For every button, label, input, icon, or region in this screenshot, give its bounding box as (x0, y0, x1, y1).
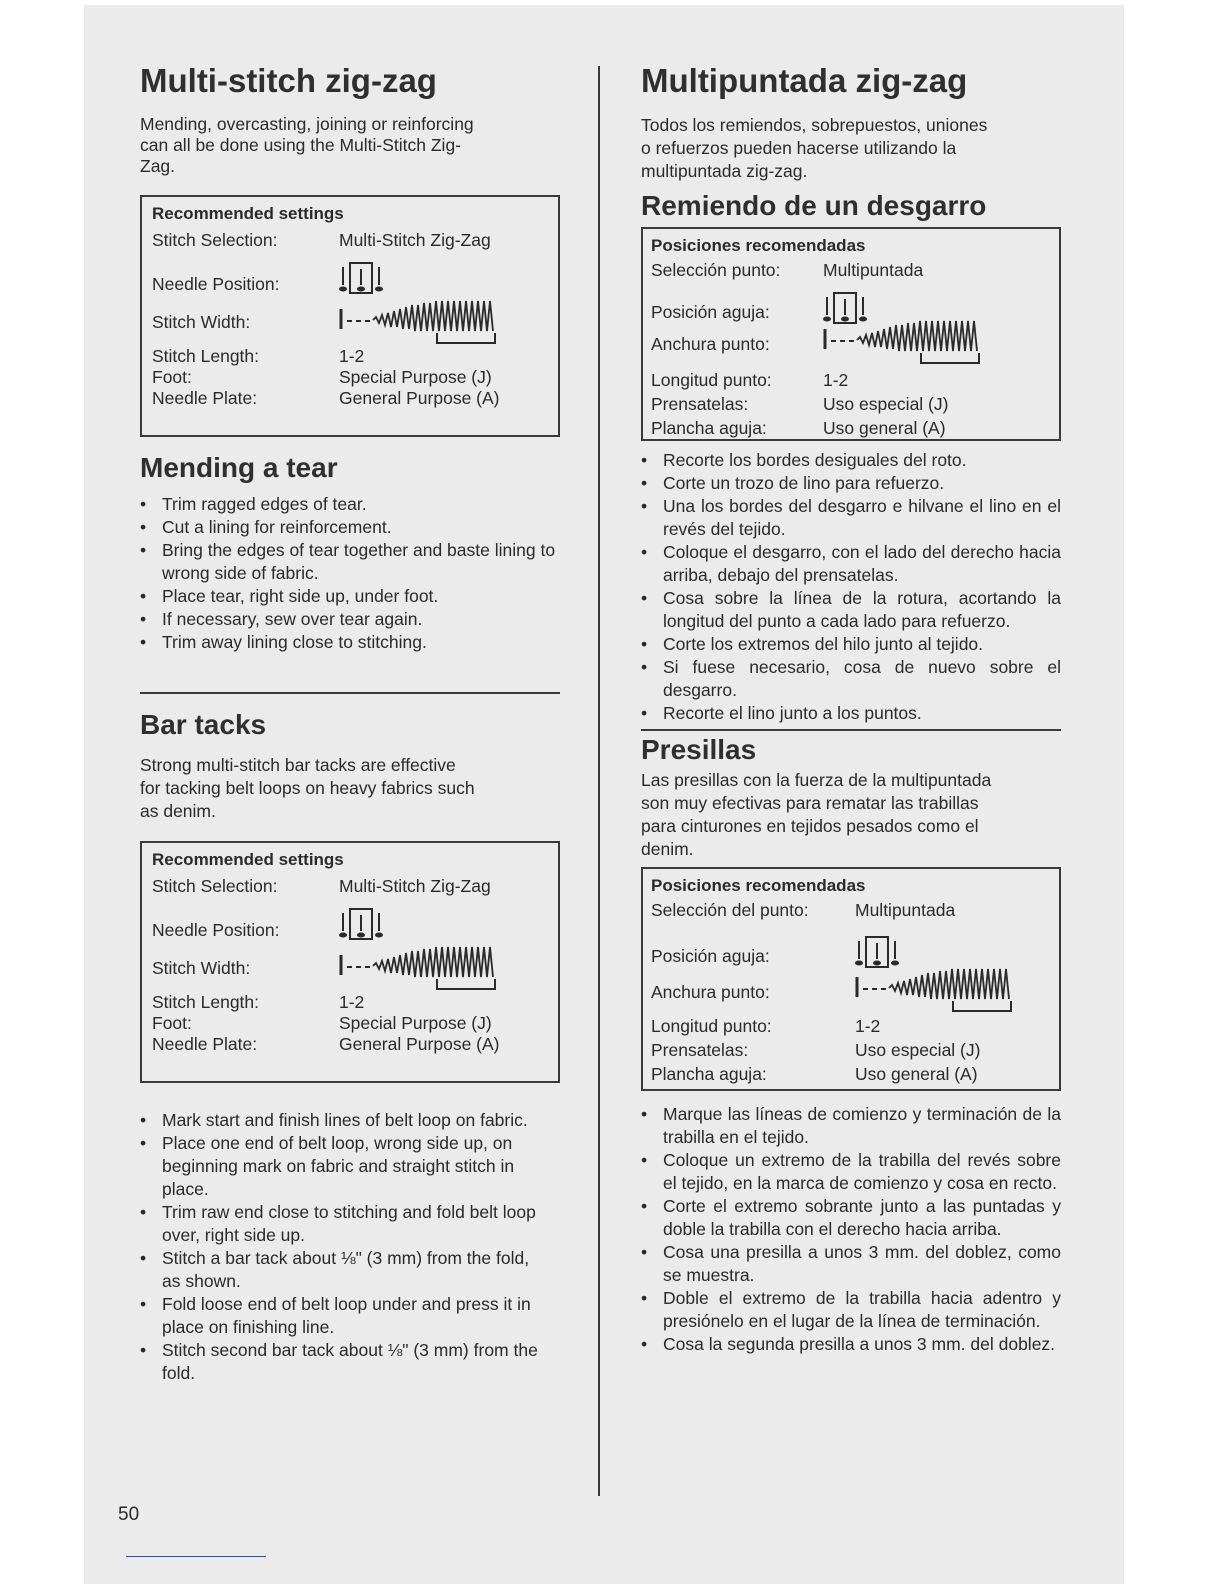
presillas-intro (641, 769, 1061, 861)
setting-value: General Purpose (A) (339, 1034, 500, 1054)
list-item: • Recorte los bordes desiguales del roto. (641, 449, 1061, 472)
setting-row-plancha (651, 415, 1051, 439)
setting-row-longitud (651, 365, 1051, 391)
setting-label: Plancha aguja: (651, 1064, 767, 1084)
list-item: • If necessary, sew over tear again. (140, 608, 560, 631)
setting-value: General Purpose (A) (339, 388, 500, 408)
recommended-settings-box (641, 227, 1061, 441)
setting-value: Multipuntada (823, 260, 924, 280)
setting-row-stitch-width (152, 295, 548, 345)
intro-text (641, 114, 1061, 183)
setting-label: Longitud punto: (651, 370, 772, 390)
list-item: • Trim away lining close to stitching. (140, 631, 560, 654)
setting-row-plancha (651, 1061, 1051, 1085)
list-item: • Coloque el desgarro, con el lado del derecho hacia arriba, debajo del prensatelas. (641, 541, 1061, 587)
list-item: • Corte los extremos del hilo junto al tejido. (641, 633, 1061, 656)
list-item: • Corte el extremo sobrante junto a las puntadas y doble la trabilla con el derecho hacia arriba. (641, 1195, 1061, 1241)
list-item: • Fold loose end of belt loop under and press it in place on finishing line. (140, 1293, 550, 1339)
heading-remiendo: Remiendo de un desgarro (641, 190, 987, 221)
intro-line: can all be done using the Multi-Stitch Zig- (140, 135, 461, 155)
settings-title: Posiciones recomendadas (651, 876, 866, 895)
setting-row-prensatelas (651, 391, 1051, 415)
list-item: • Coloque un extremo de la trabilla del revés sobre el tejido, en la marca de comienzo y cosa en recto. (641, 1149, 1061, 1195)
list-item: • Una los bordes del desgarro e hilvane el lino en el revés del tejido. (641, 495, 1061, 541)
recommended-settings-box (140, 841, 560, 1083)
setting-label: Prensatelas: (651, 394, 749, 414)
setting-value: Special Purpose (J) (339, 367, 492, 387)
recommended-settings-box (641, 867, 1061, 1091)
intro-line: for tacking belt loops on heavy fabrics such (140, 778, 475, 798)
list-item: • Marque las líneas de comienzo y terminación de la trabilla en el tejido. (641, 1103, 1061, 1149)
intro-line: Zag. (140, 156, 176, 176)
setting-row-needle-position (152, 897, 548, 941)
list-item: • Stitch second bar tack about ⅛" (3 mm) from the fold. (140, 1339, 550, 1385)
list-item: • Trim ragged edges of tear. (140, 493, 560, 516)
list-item: • Place tear, right side up, under foot. (140, 585, 560, 608)
settings-title: Posiciones recomendadas (651, 236, 866, 255)
setting-row-anchura (651, 325, 1051, 365)
intro-line: Strong multi-stitch bar tacks are effective (140, 755, 456, 775)
intro-line: para cinturones en tejidos pesados como el (641, 816, 979, 836)
setting-row-needle-position (152, 251, 548, 295)
stitch-width-icon (339, 299, 497, 345)
setting-row-anchura (651, 969, 1051, 1013)
needle-position-icon (339, 261, 385, 295)
setting-label: Stitch Width: (152, 312, 251, 332)
list-item: • Trim raw end close to stitching and fold belt loop over, right side up. (140, 1201, 550, 1247)
bartacks-intro (140, 754, 560, 823)
list-item: • Corte un trozo de lino para refuerzo. (641, 472, 1061, 495)
setting-label: Stitch Length: (152, 992, 260, 1012)
list-item: • Mark start and finish lines of belt loop on fabric. (140, 1109, 550, 1132)
needle-position-icon (855, 935, 901, 969)
setting-label: Stitch Length: (152, 346, 260, 366)
setting-value: Uso especial (J) (823, 394, 949, 414)
intro-line: Todos los remiendos, sobrepuestos, uniones (641, 115, 988, 135)
setting-value: Multi-Stitch Zig-Zag (339, 876, 491, 896)
heading-bar-tacks: Bar tacks (140, 709, 267, 740)
needle-position-icon (339, 907, 385, 941)
recommended-settings-box (140, 195, 560, 437)
setting-value: Multi-Stitch Zig-Zag (339, 230, 491, 250)
setting-label: Anchura punto: (651, 982, 770, 1002)
intro-line: Las presillas con la fuerza de la multipuntada (641, 770, 992, 790)
setting-label: Longitud punto: (651, 1016, 772, 1036)
list-item: • Bring the edges of tear together and baste lining to wrong side of fabric. (140, 539, 560, 585)
list-item: • Doble el extremo de la trabilla hacia adentro y presiónelo en el lugar de la línea de terminación. (641, 1287, 1061, 1333)
intro-line: son muy efectivas para rematar las trabillas (641, 793, 979, 813)
setting-label: Needle Plate: (152, 1034, 258, 1054)
setting-value: 1-2 (823, 370, 849, 390)
setting-row-stitch-selection (152, 871, 548, 897)
remiendo-steps-list (641, 449, 1061, 725)
settings-title: Recommended settings (152, 204, 344, 223)
setting-label: Needle Plate: (152, 388, 258, 408)
setting-row-stitch-length (152, 991, 548, 1013)
setting-value: 1-2 (855, 1016, 881, 1036)
page-number: 50 (118, 1504, 140, 1525)
setting-label: Posición aguja: (651, 946, 770, 966)
setting-row-needle-plate (152, 388, 548, 409)
intro-line: Mending, overcasting, joining or reinforcing (140, 114, 474, 134)
bartack-steps-list (140, 1109, 550, 1385)
list-item: • Si fuese necesario, cosa de nuevo sobre el desgarro. (641, 656, 1061, 702)
list-item: • Recorte el lino junto a los puntos. (641, 702, 1061, 725)
setting-label: Stitch Selection: (152, 230, 278, 250)
setting-row-foot (152, 1013, 548, 1034)
list-item: • Stitch a bar tack about ⅛" (3 mm) from the fold, as shown. (140, 1247, 550, 1293)
setting-label: Stitch Selection: (152, 876, 278, 896)
setting-label: Selección del punto: (651, 900, 809, 920)
intro-text (140, 114, 560, 177)
presillas-steps-list (641, 1103, 1061, 1356)
setting-row-longitud (651, 1013, 1051, 1037)
title-multi-stitch: Multi-stitch zig-zag (140, 62, 437, 99)
setting-row-stitch-width (152, 941, 548, 991)
setting-value: Uso especial (J) (855, 1040, 981, 1060)
setting-label: Needle Position: (152, 274, 280, 294)
list-item: • Cut a lining for reinforcement. (140, 516, 560, 539)
setting-label: Needle Position: (152, 920, 280, 940)
intro-line: o refuerzos pueden hacerse utilizando la (641, 138, 957, 158)
setting-row-seleccion (651, 897, 1051, 921)
setting-value: 1-2 (339, 346, 365, 366)
stitch-width-icon (339, 945, 497, 991)
setting-label: Foot: (152, 367, 192, 387)
stitch-width-icon (823, 319, 981, 365)
setting-label: Foot: (152, 1013, 192, 1033)
column-divider (598, 66, 600, 1496)
heading-mending-a-tear: Mending a tear (140, 452, 338, 483)
title-multipuntada: Multipuntada zig-zag (641, 62, 968, 99)
setting-label: Plancha aguja: (651, 418, 767, 438)
setting-value: 1-2 (339, 992, 365, 1012)
setting-row-foot (152, 367, 548, 388)
section-divider (140, 692, 560, 694)
list-item: • Place one end of belt loop, wrong side up, on beginning mark on fabric and straight stitch in place. (140, 1132, 550, 1201)
list-item: • Cosa la segunda presilla a unos 3 mm. del doblez. (641, 1333, 1061, 1356)
setting-value: Special Purpose (J) (339, 1013, 492, 1033)
intro-line: denim. (641, 839, 694, 859)
setting-value: Uso general (A) (823, 418, 946, 438)
setting-row-stitch-length (152, 345, 548, 367)
setting-label: Selección punto: (651, 260, 781, 280)
bottom-rule (126, 1556, 266, 1557)
right-column (641, 58, 1061, 1356)
setting-row-needle-plate (152, 1034, 548, 1055)
mending-steps-list (140, 493, 560, 654)
setting-label: Stitch Width: (152, 958, 251, 978)
setting-label: Posición aguja: (651, 302, 770, 322)
left-column (140, 58, 560, 1385)
setting-row-posicion (651, 921, 1051, 969)
settings-title: Recommended settings (152, 850, 344, 869)
setting-label: Prensatelas: (651, 1040, 749, 1060)
list-item: • Cosa una presilla a unos 3 mm. del doblez, como se muestra. (641, 1241, 1061, 1287)
heading-presillas: Presillas (641, 734, 757, 765)
setting-row-seleccion (651, 257, 1051, 281)
setting-row-prensatelas (651, 1037, 1051, 1061)
setting-row-stitch-selection (152, 225, 548, 251)
setting-label: Anchura punto: (651, 334, 770, 354)
list-item: • Cosa sobre la línea de la rotura, acortando la longitud del punto a cada lado para refuerzo. (641, 587, 1061, 633)
setting-value: Uso general (A) (855, 1064, 978, 1084)
intro-line: multipuntada zig-zag. (641, 161, 808, 181)
setting-value: Multipuntada (855, 900, 956, 920)
stitch-width-icon (855, 967, 1013, 1013)
intro-line: as denim. (140, 801, 216, 821)
